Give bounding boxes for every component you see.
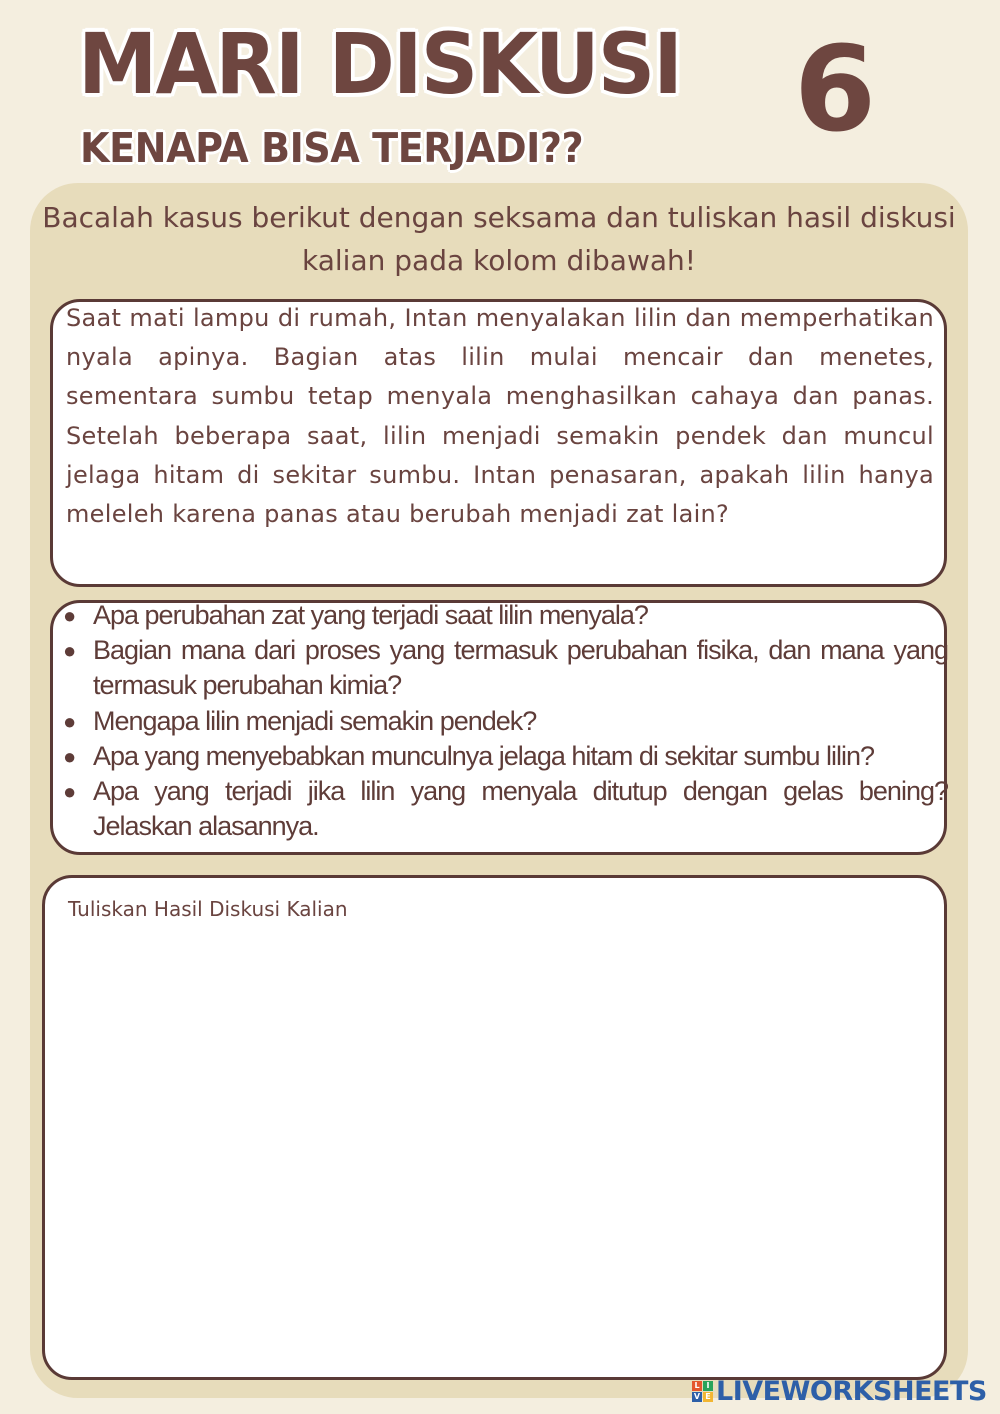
liveworksheets-watermark	[692, 1374, 987, 1408]
liveworksheets-logo-icon	[692, 1381, 713, 1402]
question-item	[58, 598, 948, 633]
bullet-icon: ●	[63, 638, 76, 664]
question-text: Bagian mana dari proses yang termasuk perubahan fisika, dan mana yang termasuk perubahan kimia?	[93, 635, 948, 701]
instruction-text: Bacalah kasus berikut dengan seksama dan tuliskan hasil diskusi kalian pada kolom dibawah!	[42, 201, 956, 277]
bullet-icon: ●	[63, 603, 76, 628]
watermark-text: LIVEWORKSHEETS	[716, 1375, 987, 1407]
bullet-icon: ●	[63, 708, 76, 734]
logo-letter: L	[692, 1381, 702, 1391]
question-text: Apa perubahan zat yang terjadi saat lilin menyala?	[93, 600, 648, 630]
question-text: Apa yang terjadi jika lilin yang menyala ditutup dengan gelas bening? Jelaskan alasannya.	[93, 776, 948, 842]
logo-letter: E	[703, 1392, 713, 1402]
case-text: Saat mati lampu di rumah, Intan menyalakan lilin dan memperhatikan nyala apinya. Bagian atas lilin mulai mencair dan menetes, sementara sumbu tetap menyala menghasilkan cahaya dan panas. Setelah beberapa saat, lilin menjadi semakin pendek dan muncul jelaga hitam di sekitar sumbu. Intan penasaran, apakah lilin hanya meleleh karena panas atau berubah menjadi zat lain?	[66, 304, 934, 529]
page-title: MARI DISKUSI	[78, 15, 682, 113]
activity-number: 6	[793, 20, 877, 158]
question-list	[58, 598, 948, 844]
bullet-icon: ●	[63, 779, 76, 805]
logo-letter: V	[693, 1391, 701, 1401]
page-subtitle: KENAPA BISA TERJADI??	[80, 124, 584, 172]
question-item	[58, 633, 948, 703]
question-text: Apa yang menyebabkan munculnya jelaga hitam di sekitar sumbu lilin?	[93, 740, 874, 771]
question-item	[58, 739, 948, 774]
bullet-icon: ●	[63, 743, 76, 769]
answer-label: Tuliskan Hasil Diskusi Kalian	[68, 897, 348, 921]
answer-textbox[interactable]	[42, 875, 947, 1380]
question-text: Mengapa lilin menjadi semakin pendek?	[93, 705, 537, 736]
question-item	[58, 704, 948, 739]
question-item	[58, 774, 948, 844]
logo-letter: I	[703, 1381, 713, 1391]
